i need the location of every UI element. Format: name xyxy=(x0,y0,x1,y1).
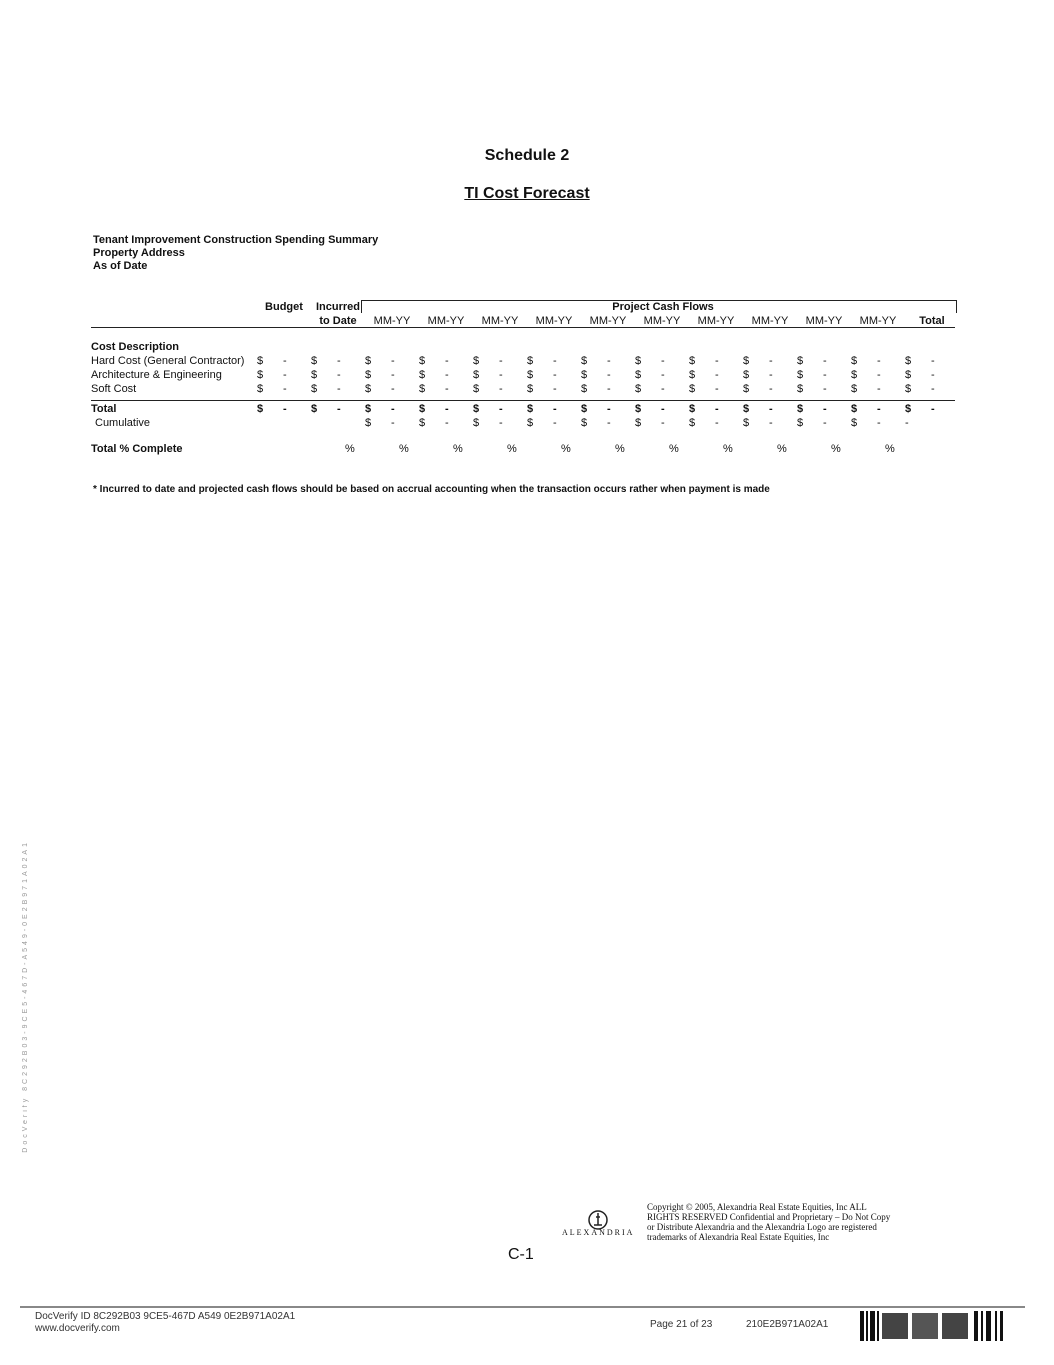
money-cell xyxy=(527,354,581,368)
percent-cell xyxy=(689,442,743,456)
money-cell xyxy=(797,368,851,382)
dollar-sign: $ xyxy=(365,355,372,367)
dollar-sign: $ xyxy=(365,369,372,381)
money-cell xyxy=(905,354,959,368)
row-total-percent-complete xyxy=(91,442,959,456)
dash: - xyxy=(283,355,287,367)
row-total xyxy=(91,402,959,416)
dash: - xyxy=(823,355,827,367)
money-cell xyxy=(419,416,473,430)
dash: - xyxy=(607,403,611,415)
dollar-sign: $ xyxy=(257,355,264,367)
money-cell xyxy=(419,382,473,396)
money-cell xyxy=(419,354,473,368)
dash: - xyxy=(905,417,909,429)
dollar-sign: $ xyxy=(419,383,426,395)
money-cell xyxy=(905,382,959,396)
cost-description-label: Cost Description xyxy=(91,341,180,353)
dollar-sign: $ xyxy=(581,383,588,395)
percent-sign: % xyxy=(885,443,895,455)
dash: - xyxy=(499,403,503,415)
percent-sign: % xyxy=(561,443,571,455)
dollar-sign: $ xyxy=(473,383,480,395)
money-cell xyxy=(581,354,635,368)
money-cell xyxy=(743,416,797,430)
dash: - xyxy=(715,383,719,395)
period-header: MM-YY xyxy=(697,315,735,327)
dash: - xyxy=(931,383,935,395)
dash: - xyxy=(553,383,557,395)
dash: - xyxy=(607,383,611,395)
page-title: TI Cost Forecast xyxy=(464,185,590,202)
dollar-sign: $ xyxy=(689,383,696,395)
percent-cell xyxy=(581,442,635,456)
margin-watermark: DocVerify 8C292B03-9CE5-467D-A549-0E2B971A02A1 xyxy=(22,840,29,1153)
period-header: MM-YY xyxy=(427,315,465,327)
header-rule xyxy=(91,327,955,328)
dash: - xyxy=(337,369,341,381)
dash: - xyxy=(823,417,827,429)
dollar-sign: $ xyxy=(527,417,534,429)
money-cell xyxy=(635,382,689,396)
dash: - xyxy=(553,417,557,429)
footer-page-number: Page 21 of 23 xyxy=(650,1319,713,1330)
period-header: MM-YY xyxy=(481,315,519,327)
dollar-sign: $ xyxy=(905,355,912,367)
percent-sign: % xyxy=(831,443,841,455)
money-cell xyxy=(581,368,635,382)
money-cell xyxy=(689,416,743,430)
copyright-notice: Copyright © 2005, Alexandria Real Estate Equities, Inc ALL RIGHTS RESERVED Confidential and Proprietary – Do Not Copy or Distribute Alexandria and the Alexandria Logo are registered trademarks of Alexandria Real Estate Equities, Inc xyxy=(647,1202,891,1242)
money-cell xyxy=(743,368,797,382)
row-label: Soft Cost xyxy=(91,383,137,395)
dash: - xyxy=(445,369,449,381)
dollar-sign: $ xyxy=(797,403,804,415)
dollar-sign: $ xyxy=(851,369,858,381)
dash: - xyxy=(877,369,881,381)
money-cell xyxy=(419,402,473,416)
money-cell xyxy=(311,402,365,416)
dash: - xyxy=(553,355,557,367)
alexandria-logo-text: ALEXANDRIA xyxy=(562,1228,635,1237)
dollar-sign: $ xyxy=(797,355,804,367)
dash: - xyxy=(769,355,773,367)
dollar-sign: $ xyxy=(689,369,696,381)
percent-sign: % xyxy=(723,443,733,455)
dash: - xyxy=(769,369,773,381)
money-cell xyxy=(797,382,851,396)
dollar-sign: $ xyxy=(851,417,858,429)
period-header: MM-YY xyxy=(589,315,627,327)
dollar-sign: $ xyxy=(743,355,750,367)
money-cell xyxy=(257,382,311,396)
money-cell xyxy=(581,416,635,430)
money-cell xyxy=(527,416,581,430)
row-label: Hard Cost (General Contractor) xyxy=(91,355,245,367)
dash: - xyxy=(499,369,503,381)
dash: - xyxy=(823,383,827,395)
total-rule xyxy=(91,400,955,401)
money-cell xyxy=(527,402,581,416)
period-header: MM-YY xyxy=(805,315,843,327)
project-cash-flows-header: Project Cash Flows xyxy=(361,300,957,313)
percent-sign: % xyxy=(507,443,517,455)
dollar-sign: $ xyxy=(635,355,642,367)
schedule-heading: Schedule 2 xyxy=(484,147,570,164)
money-cell xyxy=(365,402,419,416)
footer-docverify xyxy=(35,1311,295,1335)
percent-cell xyxy=(311,442,365,456)
dash: - xyxy=(931,355,935,367)
row-label: Total % Complete xyxy=(91,443,183,455)
meta-line-1: Tenant Improvement Construction Spending Summary xyxy=(93,234,379,246)
dash: - xyxy=(499,383,503,395)
dash: - xyxy=(445,383,449,395)
money-cell xyxy=(689,402,743,416)
footer-doc-id: 210E2B971A02A1 xyxy=(746,1319,829,1330)
money-cell xyxy=(635,402,689,416)
money-cell xyxy=(635,368,689,382)
dash: - xyxy=(337,403,341,415)
dash: - xyxy=(715,417,719,429)
money-cell xyxy=(743,382,797,396)
money-cell xyxy=(743,402,797,416)
row-label: Architecture & Engineering xyxy=(91,369,222,381)
dollar-sign: $ xyxy=(851,355,858,367)
dollar-sign: $ xyxy=(581,369,588,381)
footer-rule xyxy=(20,1306,1025,1308)
dash: - xyxy=(877,403,881,415)
dollar-sign: $ xyxy=(365,383,372,395)
dollar-sign: $ xyxy=(527,383,534,395)
dash: - xyxy=(769,417,773,429)
money-cell xyxy=(365,354,419,368)
dash: - xyxy=(715,369,719,381)
money-cell xyxy=(473,354,527,368)
percent-cell xyxy=(743,442,797,456)
dollar-sign: $ xyxy=(527,403,534,415)
dollar-sign: $ xyxy=(905,383,912,395)
dollar-sign: $ xyxy=(419,417,426,429)
dollar-sign: $ xyxy=(257,369,264,381)
dash: - xyxy=(391,383,395,395)
dollar-sign: $ xyxy=(581,417,588,429)
period-header: MM-YY xyxy=(643,315,681,327)
dash: - xyxy=(553,369,557,381)
dollar-sign: $ xyxy=(311,369,318,381)
dollar-sign: $ xyxy=(527,355,534,367)
meta-line-3: As of Date xyxy=(93,260,148,272)
dollar-sign: $ xyxy=(635,369,642,381)
money-cell xyxy=(635,416,689,430)
dollar-sign: $ xyxy=(743,417,750,429)
money-cell xyxy=(311,382,365,396)
dash: - xyxy=(661,383,665,395)
money-cell xyxy=(257,354,311,368)
row-label: Total xyxy=(91,403,117,415)
percent-sign: % xyxy=(345,443,355,455)
dash: - xyxy=(877,417,881,429)
dash: - xyxy=(445,417,449,429)
money-cell xyxy=(365,416,419,430)
dollar-sign: $ xyxy=(419,355,426,367)
dash: - xyxy=(661,417,665,429)
percent-cell xyxy=(527,442,581,456)
money-cell xyxy=(311,368,365,382)
money-cell xyxy=(797,402,851,416)
dash: - xyxy=(823,369,827,381)
money-cell xyxy=(743,354,797,368)
dollar-sign: $ xyxy=(797,417,804,429)
to-date-header: to Date xyxy=(319,315,357,327)
dash: - xyxy=(877,355,881,367)
cost-forecast-table xyxy=(91,300,959,456)
dash: - xyxy=(715,355,719,367)
dollar-sign: $ xyxy=(851,403,858,415)
dollar-sign: $ xyxy=(797,369,804,381)
dash: - xyxy=(607,355,611,367)
dash: - xyxy=(283,369,287,381)
percent-cell xyxy=(419,442,473,456)
dash: - xyxy=(769,403,773,415)
dash: - xyxy=(391,417,395,429)
dash: - xyxy=(445,355,449,367)
dollar-sign: $ xyxy=(365,417,372,429)
row-hard-cost xyxy=(91,354,959,368)
dollar-sign: $ xyxy=(581,403,588,415)
money-cell xyxy=(365,368,419,382)
dash: - xyxy=(931,369,935,381)
percent-cell xyxy=(365,442,419,456)
dollar-sign: $ xyxy=(905,369,912,381)
dollar-sign: $ xyxy=(419,369,426,381)
dash: - xyxy=(337,383,341,395)
dash: - xyxy=(661,369,665,381)
dollar-sign: $ xyxy=(635,403,642,415)
percent-sign: % xyxy=(453,443,463,455)
dollar-sign: $ xyxy=(419,403,426,415)
money-cell xyxy=(257,368,311,382)
dash: - xyxy=(391,403,395,415)
money-cell xyxy=(257,402,311,416)
percent-sign: % xyxy=(669,443,679,455)
period-header: MM-YY xyxy=(373,315,411,327)
dollar-sign: $ xyxy=(851,383,858,395)
period-header: MM-YY xyxy=(859,315,897,327)
dash: - xyxy=(661,355,665,367)
dollar-sign: $ xyxy=(311,383,318,395)
percent-cell xyxy=(797,442,851,456)
money-cell xyxy=(851,402,905,416)
row-label: Cumulative xyxy=(95,417,151,429)
money-cell xyxy=(689,354,743,368)
money-cell xyxy=(311,354,365,368)
dollar-sign: $ xyxy=(311,355,318,367)
dollar-sign: $ xyxy=(365,403,372,415)
dollar-sign: $ xyxy=(257,383,264,395)
dash: - xyxy=(661,403,665,415)
percent-cell xyxy=(473,442,527,456)
dash: - xyxy=(445,403,449,415)
money-cell xyxy=(851,354,905,368)
money-cell xyxy=(797,416,851,430)
meta-line-2: Property Address xyxy=(93,247,185,259)
dollar-sign: $ xyxy=(689,355,696,367)
dollar-sign: $ xyxy=(905,403,912,415)
money-cell xyxy=(689,368,743,382)
percent-sign: % xyxy=(399,443,409,455)
percent-sign: % xyxy=(777,443,787,455)
percent-cell xyxy=(635,442,689,456)
money-cell xyxy=(581,382,635,396)
dash: - xyxy=(877,383,881,395)
row-architecture-engineering xyxy=(91,368,959,382)
dash: - xyxy=(337,355,341,367)
money-cell xyxy=(851,416,905,430)
dash: - xyxy=(499,417,503,429)
dash: - xyxy=(553,403,557,415)
dollar-sign: $ xyxy=(743,383,750,395)
dollar-sign: $ xyxy=(473,369,480,381)
dash: - xyxy=(607,369,611,381)
dollar-sign: $ xyxy=(635,417,642,429)
docverify-website[interactable]: www.docverify.com xyxy=(35,1323,120,1334)
dollar-sign: $ xyxy=(743,403,750,415)
dash: - xyxy=(283,403,287,415)
period-header: MM-YY xyxy=(535,315,573,327)
money-cell xyxy=(851,368,905,382)
budget-header: Budget xyxy=(265,301,303,313)
money-cell xyxy=(473,416,527,430)
money-cell xyxy=(527,368,581,382)
dollar-sign: $ xyxy=(797,383,804,395)
dollar-sign: $ xyxy=(473,403,480,415)
percent-sign: % xyxy=(615,443,625,455)
dollar-sign: $ xyxy=(527,369,534,381)
total-header: Total xyxy=(919,315,945,327)
dash: - xyxy=(823,403,827,415)
incurred-header: Incurred xyxy=(315,301,360,313)
money-cell xyxy=(851,382,905,396)
dollar-sign: $ xyxy=(257,403,264,415)
money-cell xyxy=(905,368,959,382)
money-cell xyxy=(905,416,959,430)
dollar-sign: $ xyxy=(311,403,318,415)
dollar-sign: $ xyxy=(581,355,588,367)
dash: - xyxy=(283,383,287,395)
money-cell xyxy=(473,368,527,382)
dash: - xyxy=(391,355,395,367)
money-cell xyxy=(527,382,581,396)
footnote: * Incurred to date and projected cash flows should be based on accrual accounting when the transaction occurs rather when payment is made xyxy=(93,484,770,495)
dash: - xyxy=(715,403,719,415)
row-cumulative xyxy=(91,416,959,430)
dollar-sign: $ xyxy=(635,383,642,395)
percent-cell xyxy=(851,442,905,456)
period-header: MM-YY xyxy=(751,315,789,327)
dollar-sign: $ xyxy=(473,355,480,367)
money-cell xyxy=(473,402,527,416)
dash: - xyxy=(499,355,503,367)
page-label: C-1 xyxy=(508,1246,534,1263)
money-cell xyxy=(905,402,959,416)
dollar-sign: $ xyxy=(689,403,696,415)
dash: - xyxy=(769,383,773,395)
dollar-sign: $ xyxy=(473,417,480,429)
money-cell xyxy=(797,354,851,368)
money-cell xyxy=(689,382,743,396)
money-cell xyxy=(581,402,635,416)
dash: - xyxy=(931,403,935,415)
dollar-sign: $ xyxy=(743,369,750,381)
dash: - xyxy=(607,417,611,429)
money-cell xyxy=(419,368,473,382)
row-soft-cost xyxy=(91,382,959,396)
money-cell xyxy=(365,382,419,396)
money-cell xyxy=(473,382,527,396)
docverify-id: DocVerify ID 8C292B03 9CE5-467D A549 0E2B971A02A1 xyxy=(35,1311,296,1322)
money-cell xyxy=(635,354,689,368)
dash: - xyxy=(391,369,395,381)
dollar-sign: $ xyxy=(689,417,696,429)
barcode-icon xyxy=(860,1311,1005,1341)
